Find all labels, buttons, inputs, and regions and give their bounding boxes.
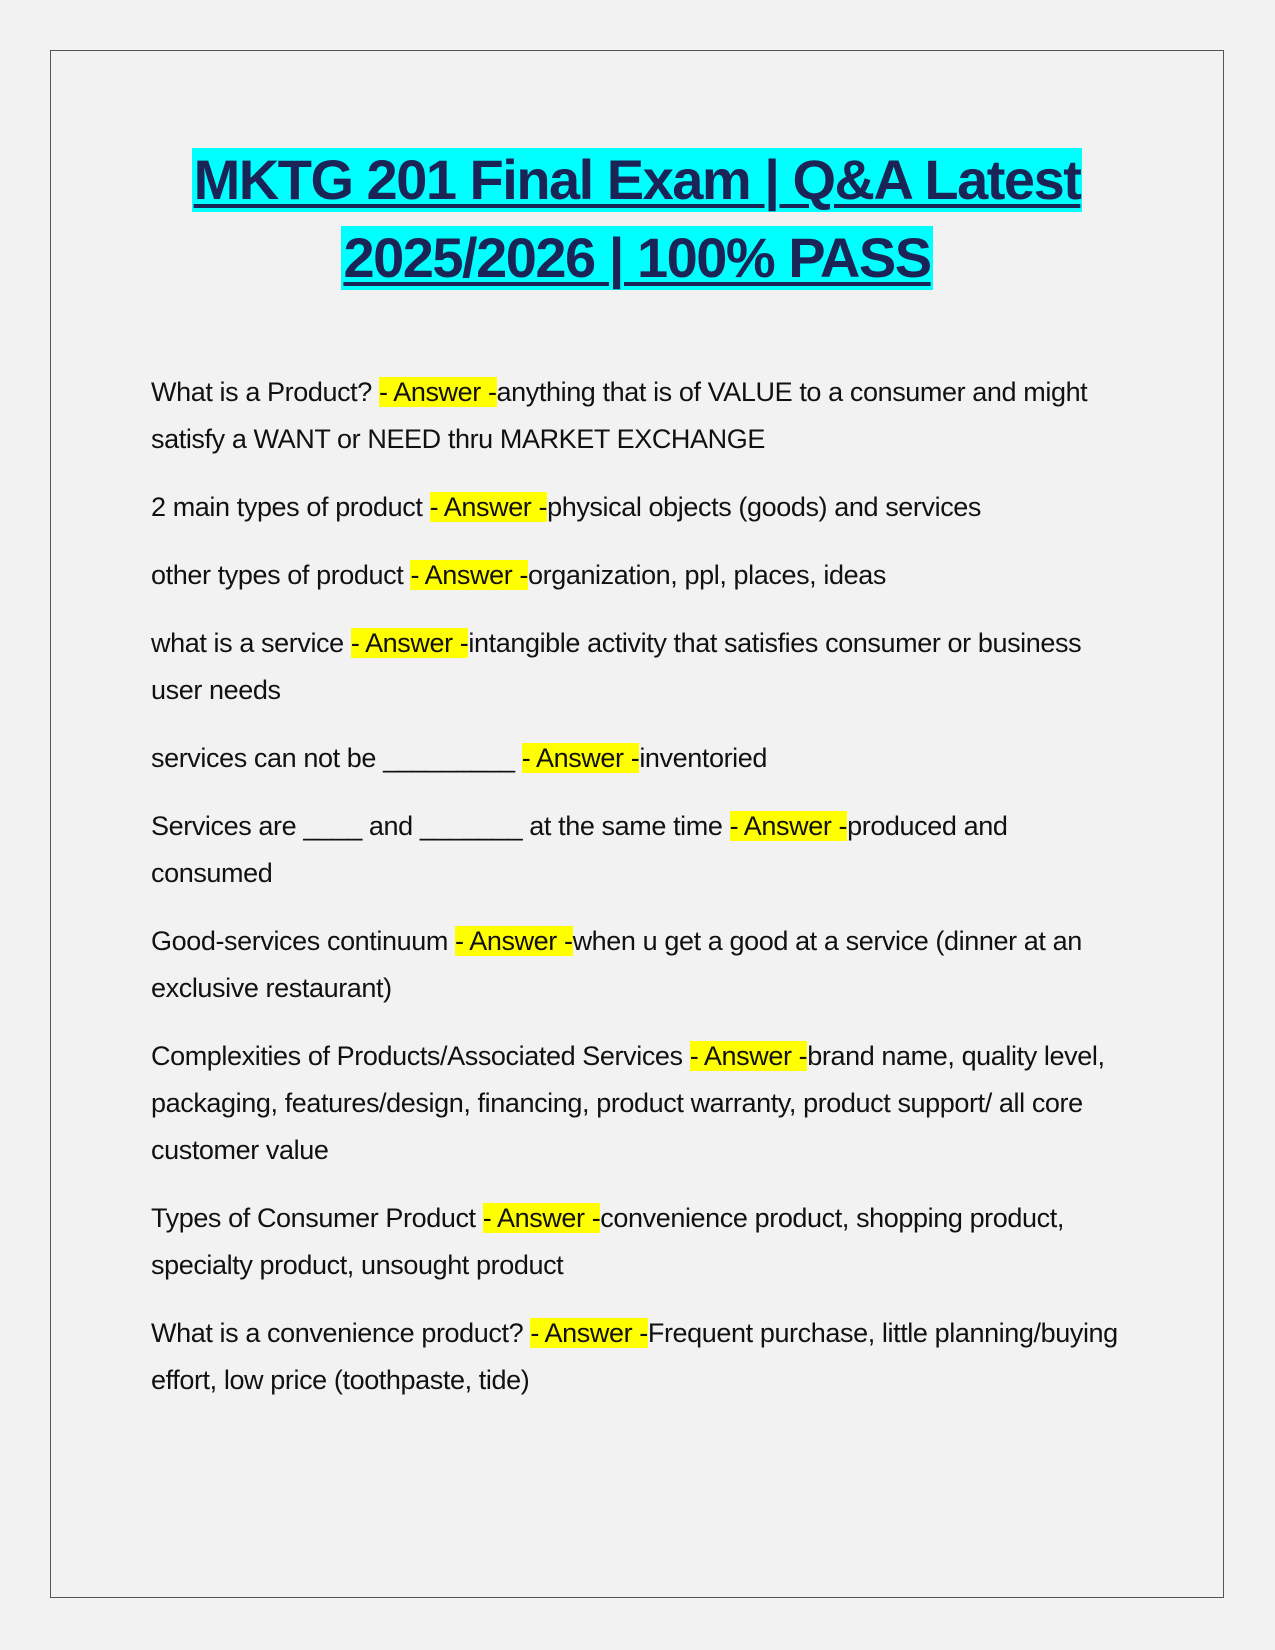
answer-text: anything that is of VALUE to a consumer and might satisfy a WANT or NEED thru MARKET EXCHANGE: [151, 377, 1088, 454]
answer-marker: - Answer -: [410, 560, 528, 590]
answer-text: brand name, quality level, packaging, features/design, financing, product warranty, product support/ all core customer value: [151, 1041, 1105, 1165]
qa-item: [151, 1195, 1131, 1289]
qa-item: [151, 620, 1131, 714]
answer-marker: - Answer -: [530, 1318, 648, 1348]
qa-item: [151, 803, 1131, 897]
answer-text: when u get a good at a service (dinner at an exclusive restaurant): [151, 926, 1082, 1003]
answer-text: produced and consumed: [151, 811, 1008, 888]
qa-item: [151, 735, 1131, 782]
qa-item: [151, 369, 1131, 463]
answer-text: convenience product, shopping product, specialty product, unsought product: [151, 1203, 1064, 1280]
answer-marker: - Answer -: [429, 492, 548, 522]
answer-text: organization, ppl, places, ideas: [528, 560, 886, 590]
title-line-1: MKTG 201 Final Exam | Q&A Latest: [193, 148, 1081, 211]
title-line-2: 2025/2026 | 100% PASS: [343, 226, 931, 289]
question-text: Complexities of Products/Associated Services: [151, 1041, 690, 1071]
question-text: What is a convenience product?: [151, 1318, 531, 1348]
answer-marker: - Answer -: [689, 1041, 808, 1071]
answer-marker: - Answer -: [729, 811, 848, 841]
document-title: [50, 148, 1224, 304]
answer-text: intangible activity that satisfies consumer or business user needs: [151, 628, 1082, 705]
answer-text: Frequent purchase, little planning/buying effort, low price (toothpaste, tide): [151, 1318, 1118, 1395]
answer-marker: - Answer -: [379, 377, 497, 407]
answer-marker: - Answer -: [350, 628, 469, 658]
question-text: other types of product: [151, 560, 411, 590]
question-text: Services are ____ and _______ at the same time: [151, 811, 730, 841]
qa-item: [151, 552, 1131, 599]
question-text: Good-services continuum: [151, 926, 456, 956]
answer-marker: - Answer -: [455, 926, 573, 956]
question-text: What is a Product?: [151, 377, 380, 407]
qa-item: [151, 484, 1131, 531]
question-text: services can not be _________: [151, 743, 522, 773]
question-text: Types of Consumer Product: [151, 1203, 483, 1233]
question-text: 2 main types of product: [151, 492, 430, 522]
answer-text: physical objects (goods) and services: [547, 492, 982, 522]
answer-marker: - Answer -: [482, 1203, 601, 1233]
answer-text: inventoried: [639, 743, 767, 773]
question-text: what is a service: [151, 628, 351, 658]
qa-item: [151, 1310, 1131, 1404]
qa-item: [151, 1033, 1131, 1174]
qa-item: [151, 918, 1131, 1012]
answer-marker: - Answer -: [521, 743, 640, 773]
qa-list: [151, 369, 1131, 1425]
